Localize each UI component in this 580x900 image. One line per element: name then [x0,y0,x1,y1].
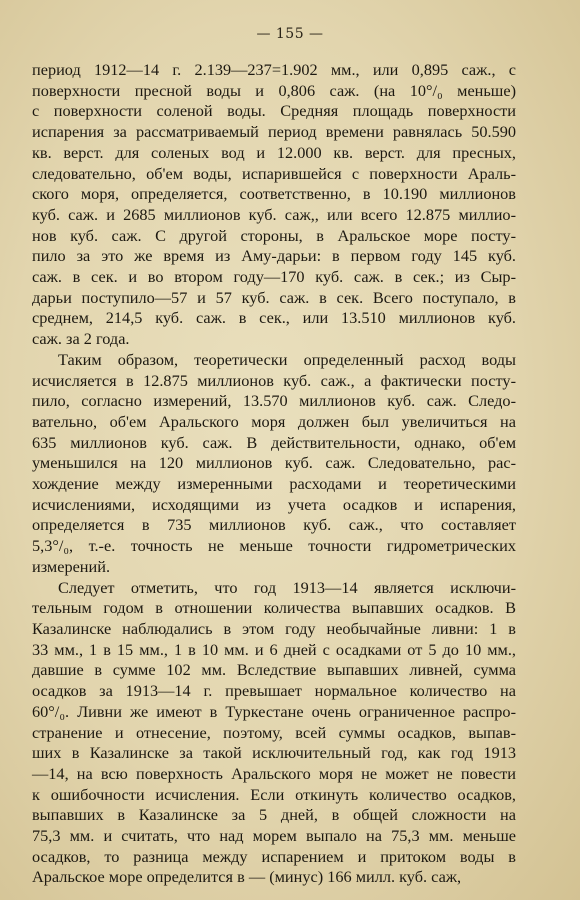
text-line: поверхности пресной воды и 0,806 саж. (на 10°/₀ меньше) [32,80,516,100]
text-line: измерений. [32,556,111,576]
text-line: Аральское море определится в — (минус) 166 милл. куб. саж, [32,867,462,887]
text-line: саж. в сек. и во втором году—170 куб. саж. в сек.; из Сыр- [32,267,516,287]
page-number: — 155 — [256,26,324,42]
paragraph [32,60,516,350]
text-line: определяется в 735 миллионов куб. саж., что составляет [32,515,516,535]
text-line: дарьи поступило—57 и 57 куб. саж. в сек. Всего поступало, в [32,287,516,307]
paragraph [32,578,516,889]
text-line: кв. верст. для соленых вод и 12.000 кв. верст. для пресных, [32,142,516,162]
text-line: осадков, то разница между испарением и притоком воды в [32,846,516,866]
text-line: странение и отнесение, поэтому, всей суммы осадков, выпав- [32,722,516,742]
text-line: куб. саж. и 2685 миллионов куб. саж,, или всего 12.875 миллио- [32,204,516,224]
text-line: испарения за рассматриваемый период времени равнялась 50.590 [32,122,516,142]
text-line: 75,3 мм. и считать, что над морем выпало на 75,3 мм. меньше [32,826,516,846]
text-line: саж. за 2 года. [32,329,130,349]
text-line: вательно, об'ем Аральского моря должен был увеличиться на [32,411,516,431]
body-text [32,60,516,888]
text-line: к ошибочности исчисления. Если откинуть количество осадков, [32,784,516,804]
text-line: Следует отметить, что год 1913—14 является исключи- [58,577,516,597]
paragraph [32,350,516,578]
text-line: с поверхности соленой воды. Средняя площадь поверхности [32,101,516,121]
text-line: ского моря, определяется, соответственно, в 10.190 миллионов [32,184,516,204]
text-line: осадков за 1913—14 г. превышает нормальное количество на [32,681,516,701]
text-line: нов куб. саж. С другой стороны, в Аральское море посту- [32,225,516,245]
text-line: пило за это же время из Аму-дарьи: в первом году 145 куб. [32,246,516,266]
text-line: выпавших в Казалинске за 5 дней, в общей сложности на [32,805,516,825]
text-line: 33 мм., 1 в 15 мм., 1 в 10 мм. и 6 дней с осадками от 5 до 10 мм., [32,639,516,659]
text-line: Казалинске наблюдались в этом году необычайные ливни: 1 в [32,618,516,638]
text-line: уменьшился на 120 миллионов куб. саж. Следовательно, рас- [32,453,516,473]
text-line: 60°/₀. Ливни же имеют в Туркестане очень ограниченное распро- [32,701,516,721]
text-line: Таким образом, теоретически определенный расход воды [58,349,516,369]
text-line: 5,3°/₀, т.-е. точность не меньше точности гидрометрических [32,536,516,556]
text-line: —14, на всю поверхность Аральского моря не может не повести [32,763,516,783]
text-line: исчислениями, исходящими из учета осадков и испарения, [32,494,516,514]
text-line: 635 миллионов куб. саж. В действительности, однако, об'ем [32,432,516,452]
text-line: тельным годом в отношении количества выпавших осадков. В [32,598,516,618]
text-line: исчисляется в 12.875 миллионов куб. саж., а фактически посту- [32,370,516,390]
text-line: давшие в сумме 102 мм. Вследствие выпавших ливней, сумма [32,660,516,680]
text-line: ших в Казалинске за такой исключительный год, как год 1913 [32,743,516,763]
text-line: период 1912—14 г. 2.139—237=1.902 мм., или 0,895 саж., с [32,60,516,79]
text-line: хождение между измеренными расходами и теоретическими [32,474,516,494]
text-line: следовательно, об'ем воды, испарившейся с поверхности Араль- [32,163,516,183]
text-line: среднем, 214,5 куб. саж. в сек., или 13.510 миллионов куб. [32,308,516,328]
text-line: пило, согласно измерений, 13.570 миллионов куб. саж. Следо- [32,391,516,411]
